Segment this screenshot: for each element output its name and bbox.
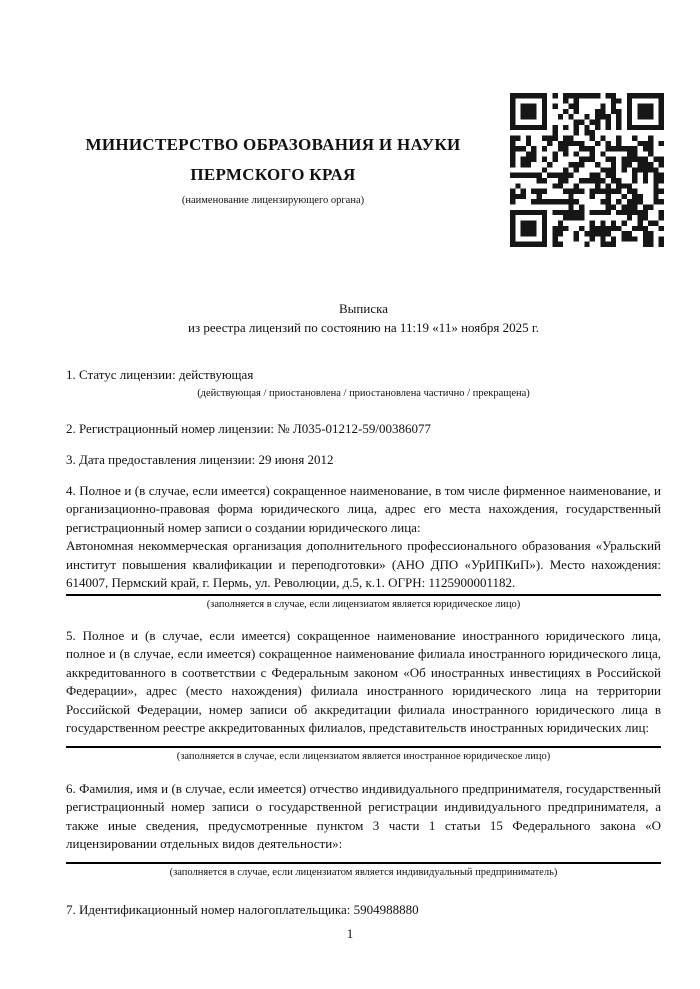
licensing-authority-caption: (наименование лицензирующего органа) — [181, 195, 365, 206]
item-4-caption: (заполняется в случае, если лицензиатом является юридическое лицо) — [206, 598, 521, 610]
item-1-status-options-caption: (действующая / приостановлена / приостановлена частично / прекращена) — [197, 387, 530, 399]
item-3-license-grant-date: 3. Дата предоставления лицензии: 29 июня 2012 — [66, 452, 334, 467]
extract-subtitle: из реестра лицензий по состоянию на 11:19 «11» ноября 2025 г. — [188, 319, 539, 335]
item-4-legal-entity-heading: 4. Полное и (в случае, если имеется) сокращенное наименование, в том числе фирменное наименование, и организационно-правовая форма юридического лица, адрес его места нахождения, государственный регистрационный номер записи о создании юридического лица: — [66, 482, 661, 535]
page-number: 1 — [346, 926, 354, 941]
item-5-foreign-entity-heading: 5. Полное и (в случае, если имеется) сокращенное наименование иностранного юридического лица, полное и (в случае, если имеется) сокращенное наименование филиала иностранного юридического лица, аккредитованного в соответствии с Федеральным законом «Об иностранных инвестициях в Российской Федерации», адрес (место нахождения) филиала иностранного юридического лица на территории Российской Федерации, номер записи об аккредитации филиала иностранного юридического лица в государственном реестре аккредитованных филиалов, представительств иностранных юридических лиц: — [66, 627, 661, 735]
item-7-taxpayer-id: 7. Идентификационный номер налогоплательщика: 5904988880 — [66, 901, 419, 917]
fill-in-rule-foreign-entity — [66, 746, 661, 748]
item-6-entrepreneur-heading: 6. Фамилия, имя и (в случае, если имеется) отчество индивидуального предпринимателя, государственный регистрационный номер записи о государственной регистрации индивидуального предпринимателя, а также иные сведения, предусмотренные пунктом 3 части 1 статьи 15 Федерального закона «О лицензировании отдельных видов деятельности»: — [66, 780, 661, 851]
item-2-registration-number: 2. Регистрационный номер лицензии: № Л035-01212-59/00386077 — [66, 420, 432, 436]
ministry-name-line1: МИНИСТЕРСТВО ОБРАЗОВАНИЯ И НАУКИ — [85, 135, 461, 154]
fill-in-rule-legal-entity — [66, 594, 661, 596]
fill-in-rule-entrepreneur — [66, 862, 661, 864]
item-1-license-status: 1. Статус лицензии: действующая — [66, 367, 254, 382]
item-6-caption: (заполняется в случае, если лицензиатом является индивидуальный предприниматель) — [169, 866, 558, 878]
item-4-legal-entity-value: Автономная некоммерческая организация дополнительного профессионального образования «Уральский институт повышения квалификации и переподготовки» (АНО ДПО «УрИПКиП»). Место нахождения: 614007, Пермский край, г. Пермь, ул. Революции, д.5, к.1. ОГРН: 1125900001182. — [66, 538, 661, 590]
document-title-block — [66, 300, 661, 337]
extract-title: Выписка — [339, 301, 388, 316]
item-5-caption: (заполняется в случае, если лицензиатом является иностранное юридическое лицо) — [176, 750, 551, 762]
ministry-name-line2: ПЕРМСКОГО КРАЯ — [190, 165, 356, 184]
